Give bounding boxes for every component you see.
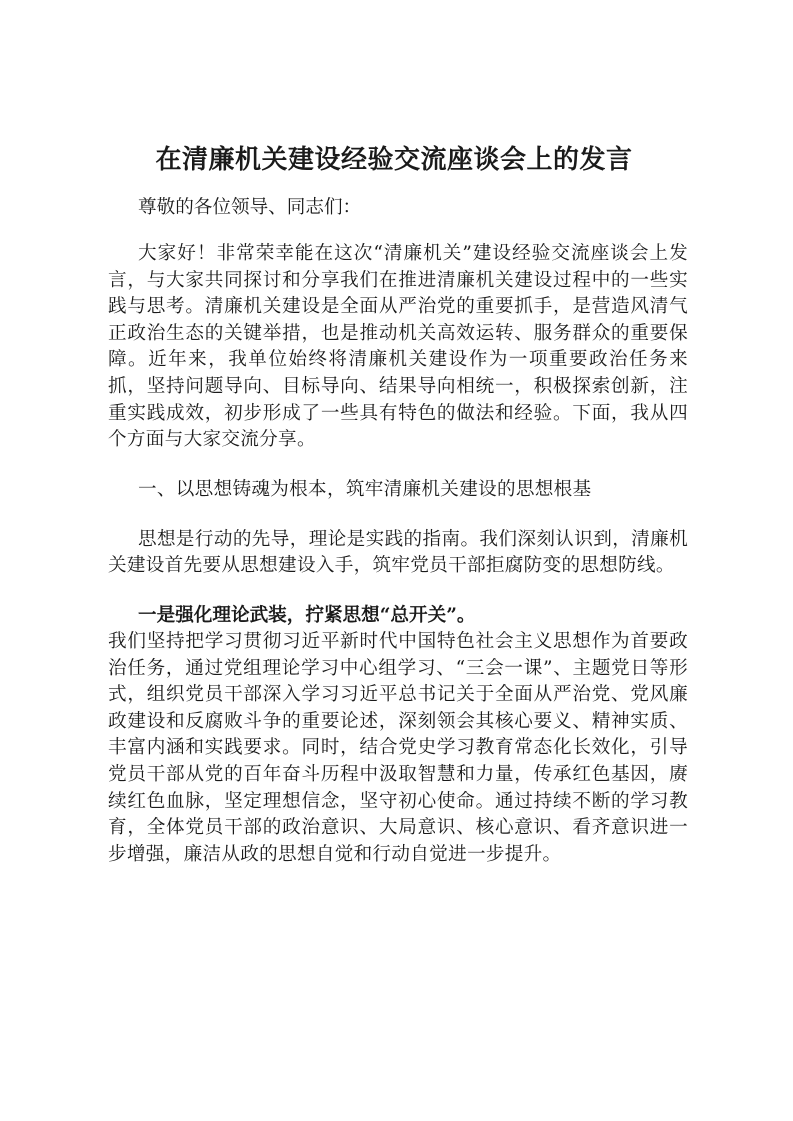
intro-paragraph: 大家好！非常荣幸能在这次“清廉机关”建设经验交流座谈会上发言，与大家共同探讨和分享我们在推进清廉机关建设过程中的一些实践与思考。清廉机关建设是全面从严治党的重要抓手，是营造风清气正政治生态的关键举措，也是推动机关高效运转、服务群众的重要保障。近年来，我单位始终将清廉机关建设作为一项重要政治任务来抓，坚持问题导向、目标导向、结果导向相统一，积极探索创新，注重实践成效，初步形成了一些具有特色的做法和经验。下面，我从四个方面与大家交流分享。 [108,243,688,451]
section-1-intro-paragraph: 思想是行动的先导，理论是实践的指南。我们深刻认识到，清廉机关建设首先要从思想建设入手，筑牢党员干部拒腐防变的思想防线。 [108,528,688,577]
point-1-heading: 一是强化理论武装，拧紧思想“总开关”。 [138,604,476,626]
document-title: 在清廉机关建设经验交流座谈会上的发言 [155,145,633,175]
point-1-body-paragraph: 我们坚持把学习贯彻习近平新时代中国特色社会主义思想作为首要政治任务，通过党组理论学习中心组学习、“三会一课”、主题党日等形式，组织党员干部深入学习习近平总书记关于全面从严治党、党风廉政建设和反腐败斗争的重要论述，深刻领会其核心要义、精神实质、丰富内涵和实践要求。同时，结合党史学习教育常态化长效化，引导党员干部从党的百年奋斗历程中汲取智慧和力量，传承红色基因，赓续红色血脉，坚定理想信念，坚守初心使命。通过持续不断的学习教育，全体党员干部的政治意识、大局意识、核心意识、看齐意识进一步增强，廉洁从政的思想自觉和行动自觉进一步提升。 [108,630,688,865]
document-page [108,140,688,868]
salutation: 尊敬的各位领导、同志们： [138,197,362,218]
section-1-heading: 一、以思想铸魂为根本，筑牢清廉机关建设的思想根基 [138,478,592,500]
